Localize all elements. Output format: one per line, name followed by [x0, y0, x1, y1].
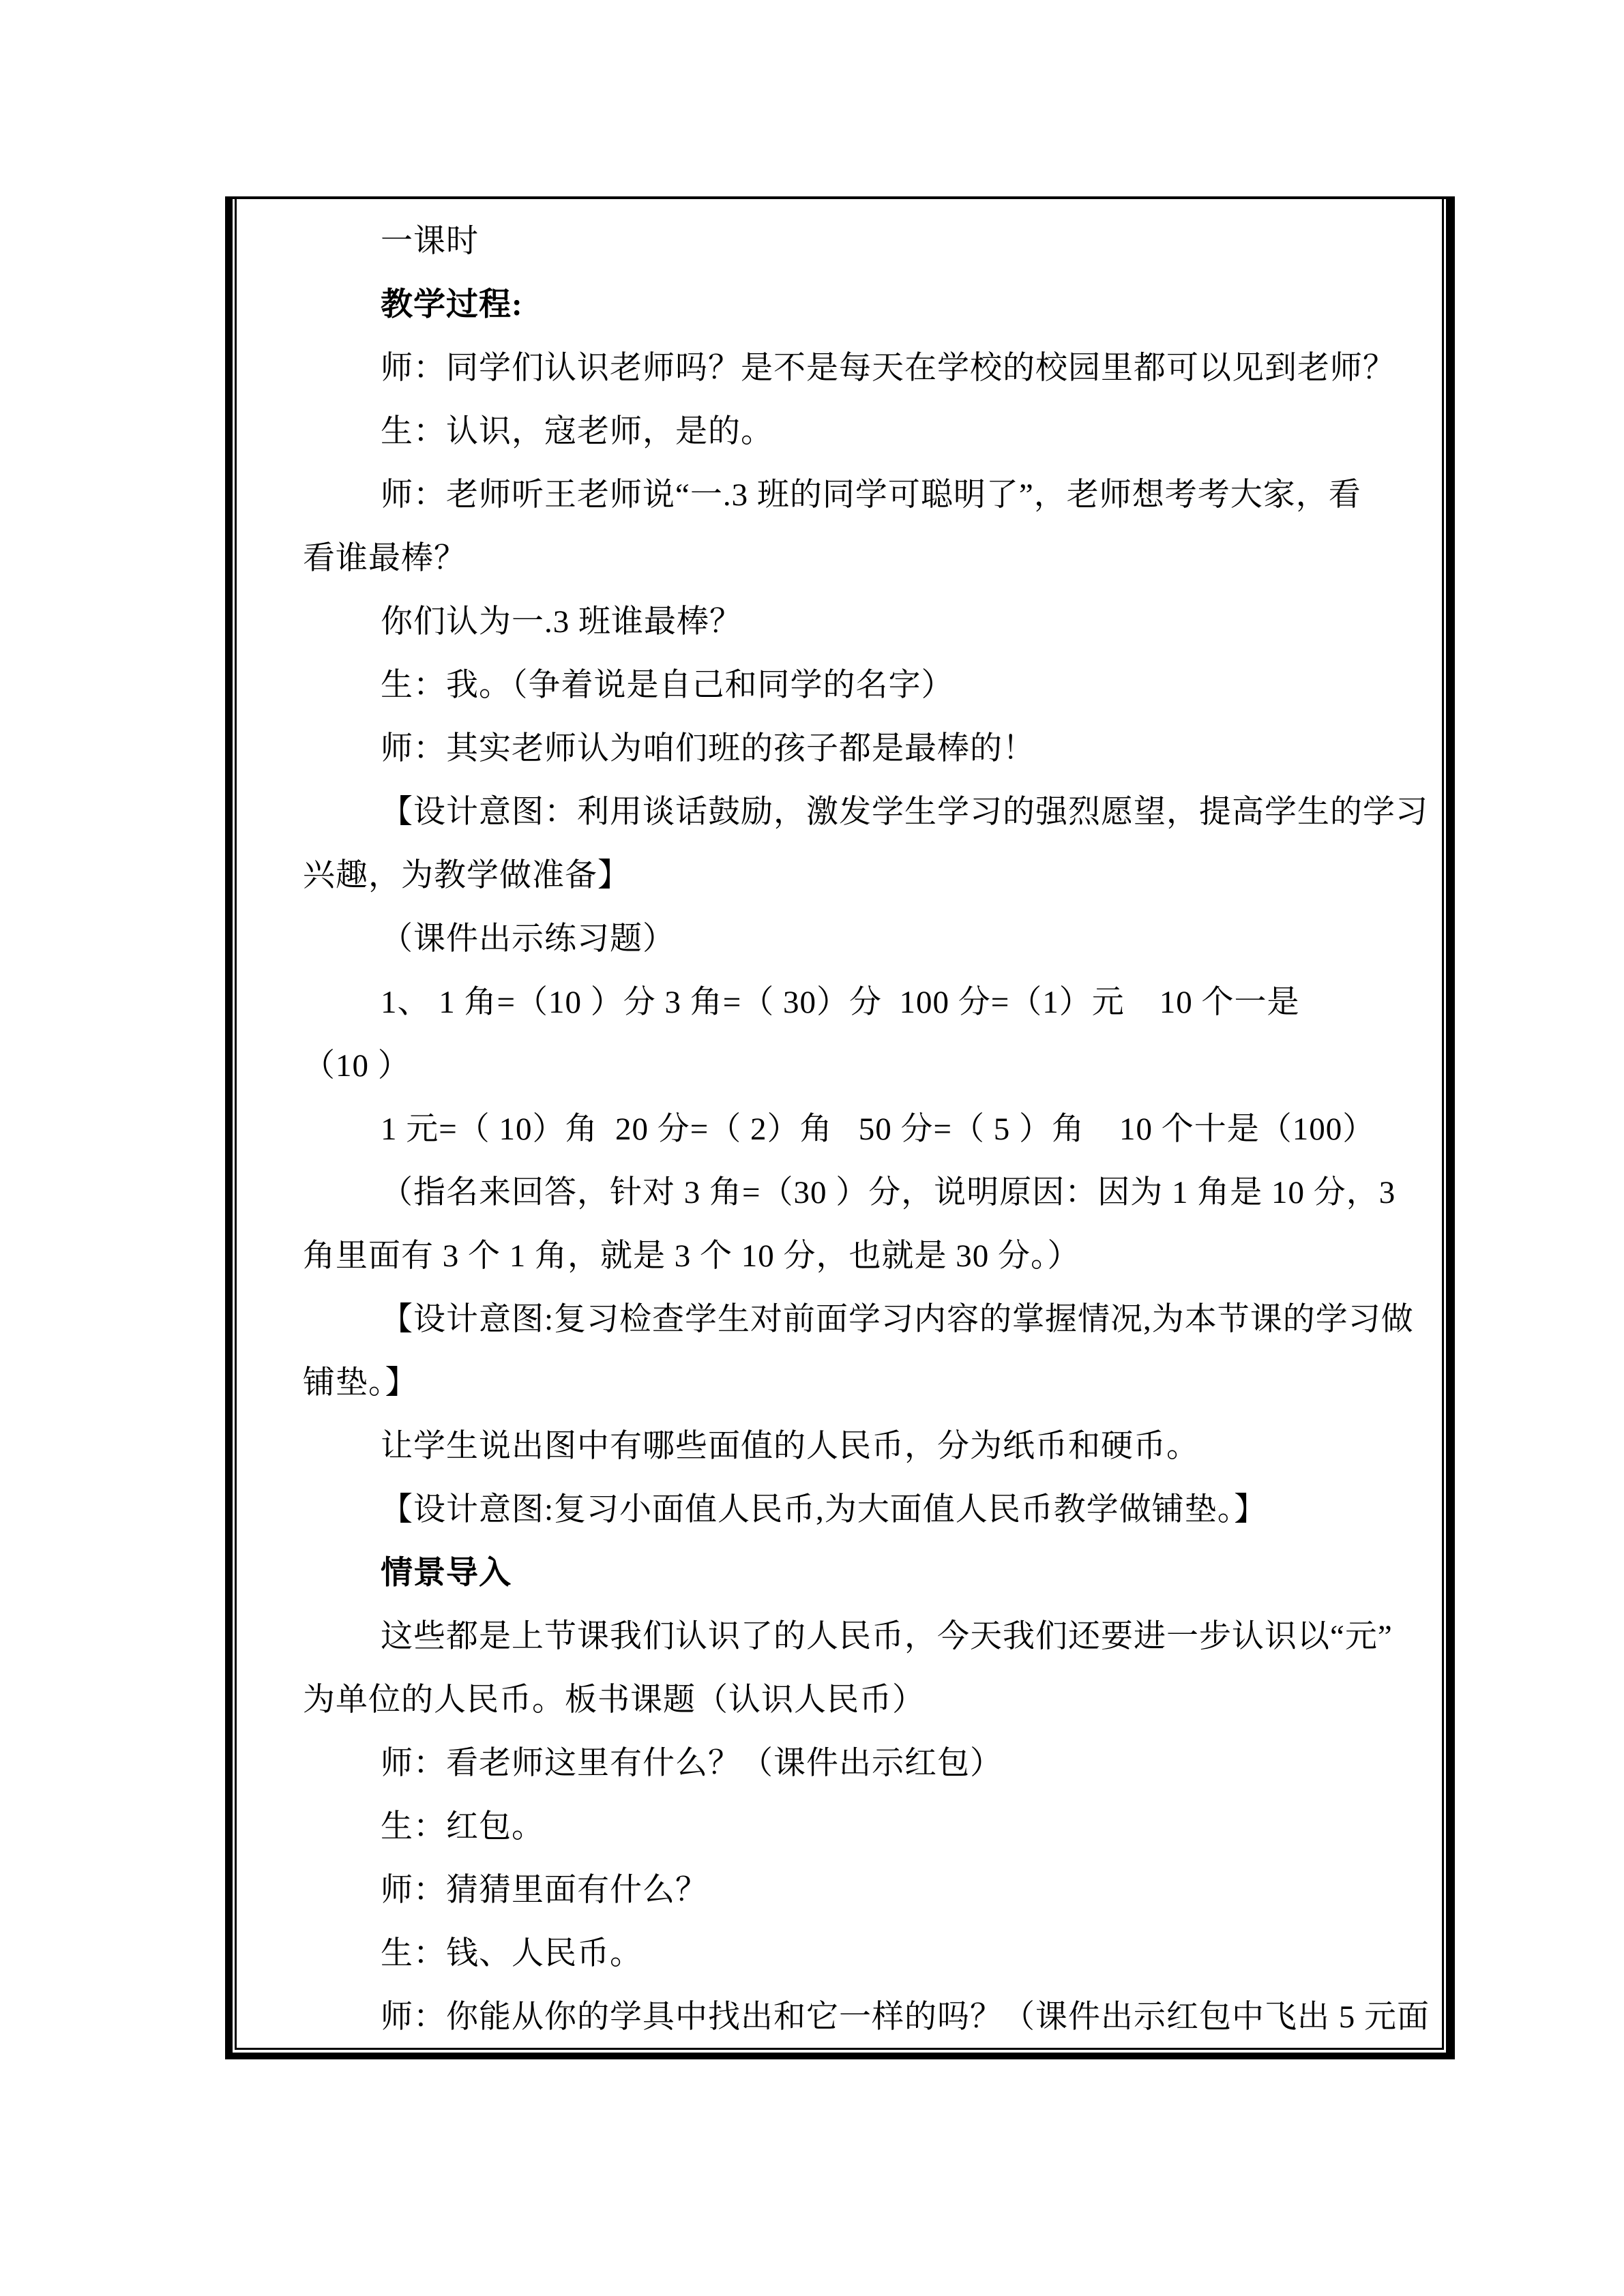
text-area — [303, 210, 1430, 2049]
text-line: 生：红包。 — [381, 1809, 544, 1845]
text-line: 师：同学们认识老师吗？是不是每天在学校的校园里都可以见到老师？ — [381, 351, 1396, 386]
text-line: 角里面有 3 个 1 角，就是 3 个 10 分，也就是 30 分。） — [303, 1238, 1080, 1274]
text-line: （课件出示练习题） — [381, 921, 675, 957]
text-line: 兴趣，为教学做准备】 — [303, 858, 630, 893]
text-line: （指名来回答，针对 3 角=（30 ）分，说明原因：因为 1 角是 10 分，3 — [381, 1175, 1396, 1210]
text-line: 1 元=（ 10）角 20 分=（ 2）角 50 分=（ 5 ）角 10 个十是（100） — [381, 1112, 1376, 1147]
document-frame — [225, 196, 1455, 2059]
text-line: （10 ） — [303, 1048, 411, 1084]
text-line: 师：其实老师认为咱们班的孩子都是最棒的！ — [381, 731, 1035, 766]
text-line: 这些都是上节课我们认识了的人民币，今天我们还要进一步认识以“元” — [381, 1619, 1393, 1654]
text-line: 让学生说出图中有哪些面值的人民币，分为纸币和硬币。 — [381, 1429, 1199, 1464]
text-line: 【设计意图:复习小面值人民币,为大面值人民币教学做铺垫。】 — [381, 1492, 1267, 1527]
text-line: 看谁最棒？ — [303, 541, 467, 576]
text-line: 为单位的人民币。板书课题（认识人民币） — [303, 1682, 925, 1718]
text-line: 师：你能从你的学具中找出和它一样的吗？（课件出示红包中飞出 5 元面 — [381, 1999, 1430, 2035]
text-line: 师：看老师这里有什么？（课件出示红包） — [381, 1746, 1003, 1781]
text-line: 1、 1 角=（10 ）分 3 角=（ 30）分 100 分=（1）元 10 个一是 — [381, 985, 1300, 1020]
text-line: 情景导入 — [381, 1555, 512, 1591]
text-line: 生：认识，寇老师，是的。 — [381, 414, 773, 449]
text-line: 生：我。（争着说是自己和同学的名字） — [381, 668, 954, 703]
text-line: 生：钱、人民币。 — [381, 1936, 643, 1971]
text-line: 【设计意图：利用谈话鼓励，激发学生学习的强烈愿望，提高学生的学习 — [381, 794, 1428, 830]
text-line: 师：老师听王老师说“一.3 班的同学可聪明了”，老师想考考大家，看 — [381, 477, 1361, 513]
text-line: 你们认为一.3 班谁最棒？ — [381, 604, 742, 640]
text-line: 一课时 — [381, 224, 479, 259]
text-line: 师：猜猜里面有什么？ — [381, 1873, 708, 1908]
text-line: 【设计意图:复习检查学生对前面学习内容的掌握情况,为本节课的学习做 — [381, 1302, 1414, 1337]
text-line: 铺垫。】 — [303, 1365, 418, 1401]
text-line: 教学过程: — [381, 287, 523, 323]
document-frame-inner — [235, 199, 1444, 2050]
